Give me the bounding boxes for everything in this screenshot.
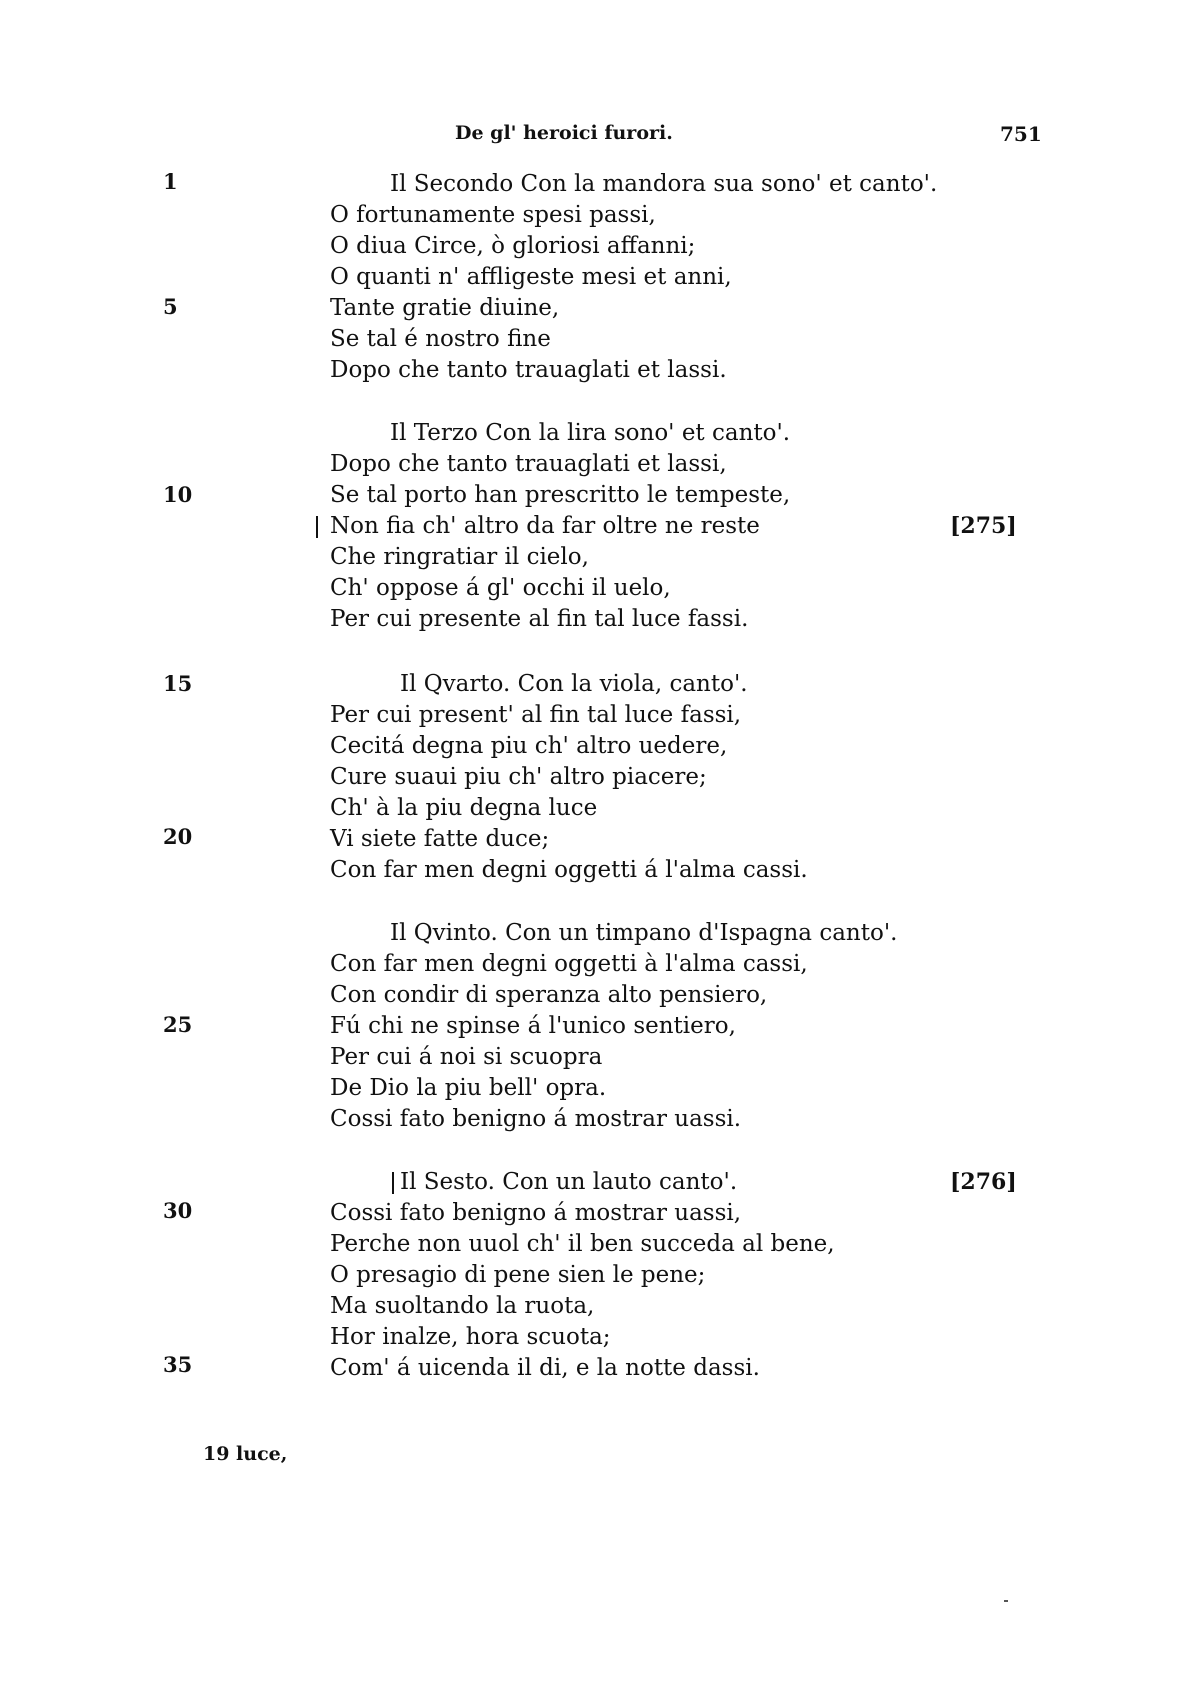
line-number: 10 xyxy=(163,482,193,507)
stanza-heading: Il Secondo Con la mandora sua sono' et canto'. xyxy=(390,171,938,197)
stanza-heading: Il Qvinto. Con un timpano d'Ispagna canto'. xyxy=(390,920,898,946)
line-number: 15 xyxy=(163,671,193,696)
verse-line: Se tal porto han prescritto le tempeste, xyxy=(330,482,791,508)
stanza-heading: Il Sesto. Con un lauto canto'. xyxy=(400,1169,738,1195)
line-number: 30 xyxy=(163,1198,193,1223)
line-number: 1 xyxy=(163,169,178,194)
line-break-marker xyxy=(392,1172,394,1194)
verse-line: Ch' à la piu degna luce xyxy=(330,795,598,821)
verse-line: Vi siete fatte duce; xyxy=(330,826,550,852)
verse-line: Dopo che tanto trauaglati et lassi. xyxy=(330,357,727,383)
line-number: 25 xyxy=(163,1012,193,1037)
verse-line: O diua Circe, ò gloriosi affanni; xyxy=(330,233,696,259)
scan-speck xyxy=(1004,1600,1008,1602)
verse-line: Cossi fato benigno á mostrar uassi. xyxy=(330,1106,742,1132)
verse-line: Cecitá degna piu ch' altro uedere, xyxy=(330,733,728,759)
verse-line: Hor inalze, hora scuota; xyxy=(330,1324,611,1350)
verse-line: O fortunamente spesi passi, xyxy=(330,202,656,228)
line-break-marker xyxy=(316,516,318,538)
verse-line: Se tal é nostro fine xyxy=(330,326,551,352)
verse-line: Com' á uicenda il di, e la notte dassi. xyxy=(330,1355,760,1381)
verse-line: Per cui á noi si scuopra xyxy=(330,1044,603,1070)
margin-page-ref: [276] xyxy=(950,1169,1017,1195)
verse-line: Per cui presente al fin tal luce fassi. xyxy=(330,606,749,632)
page-number: 751 xyxy=(1000,122,1042,146)
margin-page-ref: [275] xyxy=(950,513,1017,539)
verse-line: Tante gratie diuine, xyxy=(330,295,560,321)
verse-line: Per cui present' al fin tal luce fassi, xyxy=(330,702,742,728)
stanza-heading: Il Qvarto. Con la viola, canto'. xyxy=(400,671,748,697)
verse-line: Ma suoltando la ruota, xyxy=(330,1293,595,1319)
verse-line: Con far men degni oggetti à l'alma cassi, xyxy=(330,951,808,977)
footnote: 19 luce, xyxy=(203,1443,288,1465)
line-number: 5 xyxy=(163,294,178,319)
verse-line: Con condir di speranza alto pensiero, xyxy=(330,982,768,1008)
line-number: 20 xyxy=(163,824,193,849)
line-number: 35 xyxy=(163,1352,193,1377)
verse-line: Cure suaui piu ch' altro piacere; xyxy=(330,764,707,790)
verse-line: Perche non uuol ch' il ben succeda al bene, xyxy=(330,1231,835,1257)
verse-line: O presagio di pene sien le pene; xyxy=(330,1262,706,1288)
verse-line: De Dio la piu bell' opra. xyxy=(330,1075,607,1101)
running-title: De gl' heroici furori. xyxy=(455,122,673,144)
verse-line: Dopo che tanto trauaglati et lassi, xyxy=(330,451,727,477)
verse-line: Che ringratiar il cielo, xyxy=(330,544,589,570)
verse-line: Fú chi ne spinse á l'unico sentiero, xyxy=(330,1013,736,1039)
verse-line: O quanti n' affligeste mesi et anni, xyxy=(330,264,732,290)
stanza-heading: Il Terzo Con la lira sono' et canto'. xyxy=(390,420,791,446)
verse-line: Non fia ch' altro da far oltre ne reste xyxy=(330,513,760,539)
verse-line: Cossi fato benigno á mostrar uassi, xyxy=(330,1200,742,1226)
verse-line: Ch' oppose á gl' occhi il uelo, xyxy=(330,575,671,601)
verse-line: Con far men degni oggetti á l'alma cassi. xyxy=(330,857,808,883)
